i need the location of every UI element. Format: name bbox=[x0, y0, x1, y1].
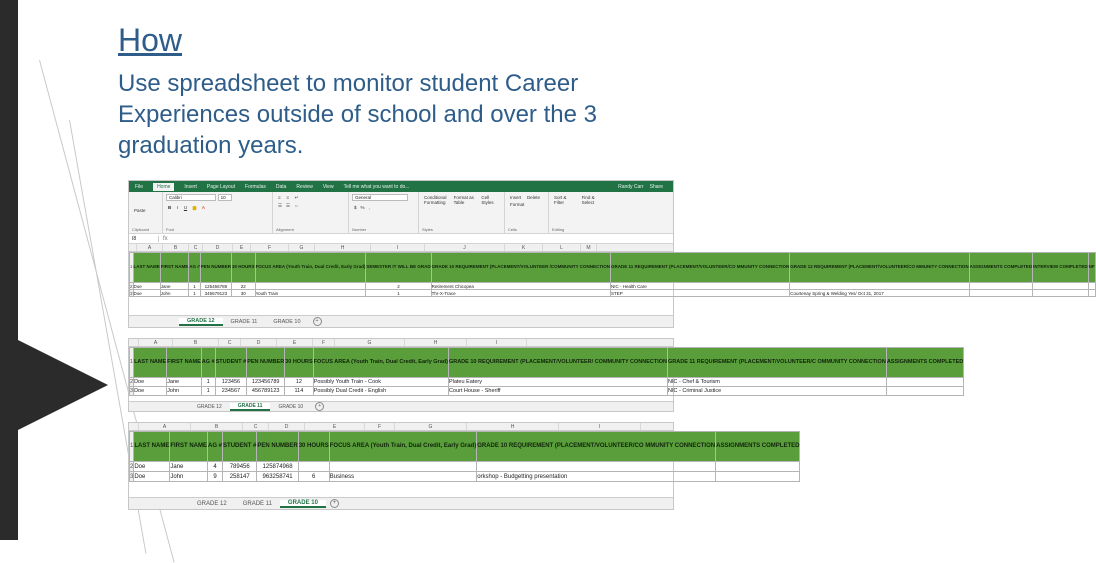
column-title[interactable]: 30 HOURS bbox=[298, 432, 329, 462]
slide-body-text: Use spreadsheet to monitor student Career Experiences outside of school and over the 3 graduation years. bbox=[118, 70, 597, 159]
cell[interactable]: orkshop - Budgetting presentation bbox=[477, 472, 716, 482]
column-title[interactable]: GRADE 10 REQUIREMENT (PLACEMENT/VOLUNTEER/CO MMUNITY CONNECTION bbox=[477, 432, 716, 462]
header-row bbox=[130, 348, 964, 378]
group-label: Alignment bbox=[276, 227, 294, 232]
column-title[interactable]: ASSIGNMENTS COMPLETED bbox=[886, 348, 963, 378]
column-title[interactable]: ASSIGNMENTS COMPLETED bbox=[969, 253, 1033, 283]
format-as-table-button[interactable]: Format as Table bbox=[453, 195, 474, 205]
column-header-G[interactable]: G bbox=[395, 423, 467, 430]
ribbon-tab-3[interactable]: Page Layout bbox=[206, 183, 236, 190]
cell[interactable]: NIC - Health Care bbox=[611, 283, 790, 290]
cells-group bbox=[505, 192, 549, 233]
cell[interactable] bbox=[298, 462, 329, 472]
column-title[interactable]: FIRST NAME bbox=[170, 432, 208, 462]
cell[interactable] bbox=[477, 462, 716, 472]
column-title[interactable]: INTERVIEW COMPLETED bbox=[1033, 253, 1088, 283]
sheet-tab-grade-12[interactable]: GRADE 12 bbox=[179, 318, 223, 326]
sort-filter-button[interactable]: Sort & Filter bbox=[554, 195, 567, 205]
align-center-icon[interactable]: ☰ bbox=[286, 203, 291, 208]
cell[interactable]: Doe bbox=[133, 283, 160, 290]
column-title[interactable]: AG # bbox=[201, 348, 215, 378]
column-header-D[interactable]: D bbox=[241, 339, 277, 346]
table-row bbox=[130, 462, 800, 472]
cell[interactable]: Business bbox=[329, 472, 476, 482]
delete-button[interactable]: Delete bbox=[526, 195, 540, 200]
column-title[interactable]: LAST NAME bbox=[133, 253, 160, 283]
spreadsheet-grade12 bbox=[128, 180, 1095, 328]
sheet-tab-bar bbox=[129, 401, 673, 411]
column-title[interactable]: PEN NUMBER bbox=[200, 253, 231, 283]
comma-icon[interactable]: , bbox=[368, 205, 370, 210]
table-row bbox=[130, 290, 1096, 297]
table-row bbox=[130, 472, 800, 482]
cell[interactable] bbox=[716, 472, 800, 482]
cell[interactable]: 789456 bbox=[223, 462, 257, 472]
sheet-tab-bar bbox=[129, 315, 673, 327]
cell[interactable]: 123456789 bbox=[247, 378, 285, 387]
column-title[interactable]: FIRST NAME bbox=[160, 253, 189, 283]
cell[interactable]: Courtenay Spring & Welding Yes/ Oct 31, 2017 bbox=[790, 290, 969, 297]
left-decor-strip bbox=[0, 0, 18, 540]
cell[interactable]: Possibly Dual Credit - English bbox=[313, 387, 448, 396]
column-header-D[interactable]: D bbox=[203, 244, 233, 251]
cell[interactable]: 963258741 bbox=[257, 472, 298, 482]
conditional-formatting-button[interactable]: Conditional Formatting bbox=[424, 195, 447, 205]
column-header-F[interactable]: F bbox=[251, 244, 289, 251]
cell[interactable]: Plateu Eatery bbox=[448, 378, 667, 387]
row-number[interactable]: 1 bbox=[130, 253, 134, 283]
format-button[interactable]: Format bbox=[510, 202, 525, 207]
group-label: Cells bbox=[508, 227, 517, 232]
alignment-group bbox=[273, 192, 349, 233]
cell[interactable]: 1 bbox=[366, 290, 431, 297]
cell[interactable] bbox=[1033, 283, 1088, 290]
column-title[interactable]: AG # bbox=[208, 432, 223, 462]
column-header-B[interactable]: B bbox=[163, 244, 189, 251]
cell[interactable]: 1 bbox=[189, 283, 201, 290]
column-title[interactable]: 30 HOURS bbox=[285, 348, 314, 378]
paste-button[interactable]: Paste bbox=[134, 208, 146, 213]
row-number[interactable]: 3 bbox=[130, 473, 134, 480]
cell[interactable]: 4 bbox=[208, 462, 223, 472]
cell[interactable]: 30 bbox=[232, 290, 256, 297]
cell[interactable] bbox=[329, 462, 476, 472]
fx-icon: fx bbox=[163, 235, 168, 242]
column-title[interactable]: STUDENT # bbox=[215, 348, 247, 378]
header-row bbox=[130, 253, 1096, 283]
column-header-I[interactable]: I bbox=[467, 339, 527, 346]
column-header-A[interactable]: A bbox=[139, 339, 173, 346]
add-sheet-icon[interactable]: + bbox=[330, 499, 339, 508]
row-number[interactable]: 1 bbox=[130, 348, 134, 378]
align-middle-icon[interactable]: ≡ bbox=[286, 195, 289, 200]
sheet-tab-grade-10[interactable]: GRADE 10 bbox=[280, 500, 326, 508]
corner-cell[interactable] bbox=[129, 339, 139, 346]
column-title[interactable]: SEMESTER IT WILL BE GRAD bbox=[366, 253, 431, 283]
sheet-tab-grade-10[interactable]: GRADE 10 bbox=[278, 403, 304, 410]
sheet-tab-grade-11[interactable]: GRADE 11 bbox=[242, 500, 272, 507]
column-header-M[interactable]: M bbox=[581, 244, 597, 251]
user-name: Randy Carr bbox=[618, 183, 644, 190]
column-header-A[interactable]: A bbox=[137, 244, 163, 251]
cell[interactable]: Doe bbox=[134, 472, 170, 482]
sheet-tab-grade-11[interactable]: GRADE 11 bbox=[230, 318, 258, 325]
column-header-B[interactable]: B bbox=[173, 339, 219, 346]
find-select-button[interactable]: Find & Select bbox=[581, 195, 595, 205]
cell[interactable] bbox=[886, 378, 963, 387]
column-title[interactable]: ASSIGNMENTS COMPLETED bbox=[716, 432, 800, 462]
currency-icon[interactable]: $ bbox=[354, 205, 357, 210]
ribbon-tab-5[interactable]: Data bbox=[275, 183, 287, 190]
column-headers bbox=[129, 339, 673, 347]
cell[interactable]: 1 bbox=[189, 290, 201, 297]
cell[interactable] bbox=[716, 462, 800, 472]
percent-icon[interactable]: % bbox=[360, 205, 365, 210]
column-header-G[interactable]: G bbox=[335, 339, 405, 346]
column-header-K[interactable]: K bbox=[505, 244, 543, 251]
ribbon-tab-6[interactable]: Review bbox=[296, 183, 313, 190]
ribbon-tab-7[interactable]: View bbox=[322, 183, 334, 190]
cell[interactable]: 6 bbox=[298, 472, 329, 482]
sheet-tab-grade-10[interactable]: GRADE 10 bbox=[273, 318, 301, 325]
column-title[interactable]: GRADE 12 REQUIREMENT (PLACEMENT/VOLUNTEER/CO MMUNITY CONNECTION bbox=[790, 253, 969, 283]
cell[interactable]: STEP bbox=[611, 290, 790, 297]
row-number[interactable]: 1 bbox=[130, 432, 134, 462]
font-name-select[interactable]: Calibri bbox=[166, 194, 216, 201]
cell[interactable]: 9 bbox=[208, 472, 223, 482]
ribbon-tab-bar bbox=[129, 181, 673, 192]
insert-button[interactable]: Insert bbox=[510, 195, 522, 200]
cell[interactable]: 22 bbox=[232, 283, 256, 290]
bold-button[interactable]: B bbox=[168, 205, 172, 210]
table-row bbox=[130, 283, 1096, 290]
cell[interactable]: Possibly Youth Train - Cook bbox=[313, 378, 448, 387]
column-header-L[interactable]: L bbox=[543, 244, 581, 251]
column-title[interactable]: STUDENT # bbox=[223, 432, 257, 462]
group-label: Clipboard bbox=[132, 227, 150, 232]
column-headers bbox=[129, 423, 673, 431]
cell[interactable] bbox=[969, 290, 1033, 297]
cell[interactable]: 234567 bbox=[215, 387, 247, 396]
cell[interactable]: John bbox=[170, 472, 208, 482]
corner-cell[interactable] bbox=[129, 244, 137, 251]
font-color-icon[interactable]: A bbox=[201, 205, 205, 210]
corner-cell[interactable] bbox=[129, 423, 139, 430]
cell[interactable]: Doe bbox=[134, 378, 167, 387]
cell[interactable]: Thr-X-Trace bbox=[431, 290, 610, 297]
column-title[interactable]: GRADE 11 REQUIREMENT (PLACEMENT/VOLUNTEER/CO MMUNITY CONNECTION bbox=[611, 253, 790, 283]
slide-heading: How bbox=[118, 22, 183, 58]
cell[interactable] bbox=[1088, 290, 1095, 297]
cell[interactable]: Doe bbox=[134, 387, 167, 396]
cell[interactable] bbox=[1088, 283, 1095, 290]
column-header-C[interactable]: C bbox=[243, 423, 269, 430]
cell[interactable]: Youth Train bbox=[255, 290, 366, 297]
cell[interactable] bbox=[1033, 290, 1088, 297]
cell[interactable]: Doe bbox=[133, 290, 160, 297]
underline-button[interactable]: U bbox=[183, 205, 188, 210]
font-group bbox=[163, 192, 273, 233]
arrow-decor bbox=[18, 340, 108, 430]
cell[interactable]: 2 bbox=[366, 283, 431, 290]
column-header-G[interactable]: G bbox=[289, 244, 315, 251]
column-header-H[interactable]: H bbox=[405, 339, 467, 346]
cell[interactable]: NIC - Chef & Tourism bbox=[668, 378, 887, 387]
cell[interactable]: Court House - Sheriff bbox=[448, 387, 667, 396]
cell[interactable]: 123456 bbox=[215, 378, 247, 387]
share-button[interactable]: Share bbox=[649, 183, 663, 190]
row-number[interactable]: 2 bbox=[130, 379, 134, 385]
column-title[interactable]: GRADE 10 REQUIREMENT (PLACEMENT/VOLUNTEER /COMMUNITY CONNECTION bbox=[431, 253, 610, 283]
cell[interactable]: Jane bbox=[167, 378, 202, 387]
column-title[interactable]: LAST NAME bbox=[134, 348, 167, 378]
column-title[interactable]: FOCUS AREA (Youth Train, Dual Credit, Early Grad) bbox=[329, 432, 476, 462]
column-header-H[interactable]: H bbox=[315, 244, 371, 251]
name-box[interactable]: I8 bbox=[129, 236, 159, 242]
group-label: Editing bbox=[552, 227, 565, 232]
column-header-E[interactable]: E bbox=[277, 339, 313, 346]
ribbon-tab-0[interactable]: File bbox=[135, 183, 144, 190]
column-title[interactable]: GRADE 11 REQUIREMENT (PLACEMENT/VOLUNTEER/C OMMUNITY CONNECTION bbox=[668, 348, 887, 378]
group-label: Font bbox=[166, 227, 175, 232]
sheet-tab-grade-11[interactable]: GRADE 11 bbox=[230, 403, 271, 411]
fill-color-icon[interactable]: ▆ bbox=[192, 205, 197, 210]
font-size-select[interactable]: 10 bbox=[218, 194, 232, 201]
column-title[interactable]: PEN NUMBER bbox=[257, 432, 298, 462]
column-header-C[interactable]: C bbox=[189, 244, 203, 251]
column-title[interactable]: FIRST NAME bbox=[167, 348, 202, 378]
table-row bbox=[130, 387, 964, 396]
formula-bar bbox=[129, 234, 673, 244]
column-title[interactable]: NF bbox=[1088, 253, 1095, 283]
data-grid bbox=[129, 431, 800, 482]
column-header-D[interactable]: D bbox=[269, 423, 305, 430]
cell[interactable]: 125456789 bbox=[200, 283, 231, 290]
sheet-tab-grade-12[interactable]: GRADE 12 bbox=[197, 403, 222, 410]
data-grid bbox=[129, 347, 964, 396]
data-grid bbox=[129, 252, 1096, 297]
group-label: Styles bbox=[422, 227, 433, 232]
row-number[interactable]: 2 bbox=[130, 463, 134, 470]
cell[interactable]: Doe bbox=[134, 462, 170, 472]
cell[interactable]: 125874968 bbox=[257, 462, 298, 472]
column-header-J[interactable]: J bbox=[425, 244, 505, 251]
cell[interactable]: 1 bbox=[201, 378, 215, 387]
align-top-icon[interactable]: ≡ bbox=[278, 195, 281, 200]
column-title[interactable]: 30 HOURS bbox=[232, 253, 256, 283]
cell[interactable] bbox=[886, 387, 963, 396]
wrap-text-icon[interactable]: ↵ bbox=[294, 195, 299, 200]
cell[interactable] bbox=[790, 283, 969, 290]
number-group bbox=[349, 192, 419, 233]
sheet-tab-bar bbox=[129, 497, 673, 509]
italic-button[interactable]: I bbox=[176, 205, 179, 210]
row-number[interactable]: 3 bbox=[130, 388, 134, 394]
editing-group bbox=[549, 192, 609, 233]
column-title[interactable]: GRADE 10 REQUIREMENT (PLACEMENT/VOLUNTEER/ COMMUNITY CONNECTION bbox=[448, 348, 667, 378]
column-header-E[interactable]: E bbox=[305, 423, 365, 430]
cell[interactable]: Retirement Chicopea bbox=[431, 283, 610, 290]
add-sheet-icon[interactable]: + bbox=[315, 402, 324, 411]
column-title[interactable]: LAST NAME bbox=[134, 432, 170, 462]
cell[interactable]: 345679123 bbox=[200, 290, 231, 297]
ribbon-tab-1[interactable]: Home bbox=[153, 183, 174, 191]
column-header-I[interactable]: I bbox=[371, 244, 425, 251]
merge-icon[interactable]: ⇔ bbox=[294, 203, 299, 208]
add-sheet-icon[interactable]: + bbox=[313, 317, 322, 326]
column-header-F[interactable]: F bbox=[365, 423, 395, 430]
column-headers bbox=[129, 244, 673, 252]
cell[interactable] bbox=[255, 283, 366, 290]
spreadsheet-grade10 bbox=[128, 422, 800, 510]
styles-group bbox=[419, 192, 505, 233]
cell[interactable] bbox=[969, 283, 1033, 290]
sheet-tab-grade-12[interactable]: GRADE 12 bbox=[197, 500, 227, 507]
column-header-F[interactable]: F bbox=[313, 339, 335, 346]
ribbon-tab-2[interactable]: Insert bbox=[184, 183, 197, 190]
column-header-A[interactable]: A bbox=[139, 423, 191, 430]
column-title[interactable]: AG # bbox=[189, 253, 201, 283]
column-header-C[interactable]: C bbox=[219, 339, 241, 346]
cell[interactable]: 456789123 bbox=[247, 387, 285, 396]
row-number[interactable]: 2 bbox=[130, 283, 133, 289]
cell[interactable]: Jane bbox=[160, 283, 189, 290]
cell[interactable]: John bbox=[167, 387, 202, 396]
number-format-select[interactable]: General bbox=[352, 194, 408, 201]
row-number[interactable]: 3 bbox=[130, 290, 133, 296]
cell[interactable]: 1 bbox=[201, 387, 215, 396]
cell-styles-button[interactable]: Cell Styles bbox=[481, 195, 494, 205]
ribbon bbox=[129, 192, 673, 234]
spreadsheet-grade11 bbox=[128, 338, 964, 412]
table-row bbox=[130, 378, 964, 387]
column-header-E[interactable]: E bbox=[233, 244, 251, 251]
cell[interactable]: Jane bbox=[170, 462, 208, 472]
column-header-B[interactable]: B bbox=[191, 423, 243, 430]
align-left-icon[interactable]: ☰ bbox=[278, 203, 283, 208]
cell[interactable]: NIC - Criminal Justice bbox=[668, 387, 887, 396]
cell[interactable]: 258147 bbox=[223, 472, 257, 482]
ribbon-tab-4[interactable]: Formulas bbox=[245, 183, 266, 190]
column-title[interactable]: FOCUS AREA (Youth Train, Dual Credit, Early Grad) bbox=[313, 348, 448, 378]
ribbon-tab-8[interactable]: Tell me what you want to do... bbox=[343, 183, 410, 190]
clipboard-group bbox=[129, 192, 163, 233]
column-title[interactable]: PEN NUMBER bbox=[247, 348, 285, 378]
group-label: Number bbox=[352, 227, 367, 232]
cell[interactable]: John bbox=[160, 290, 189, 297]
cell[interactable]: 12 bbox=[285, 378, 314, 387]
column-header-H[interactable]: H bbox=[467, 423, 559, 430]
cell[interactable]: 114 bbox=[285, 387, 314, 396]
header-row bbox=[130, 432, 800, 462]
column-title[interactable]: FOCUS AREA (Youth Train, Dual Credit, Early Grad) bbox=[255, 253, 366, 283]
column-header-I[interactable]: I bbox=[559, 423, 641, 430]
